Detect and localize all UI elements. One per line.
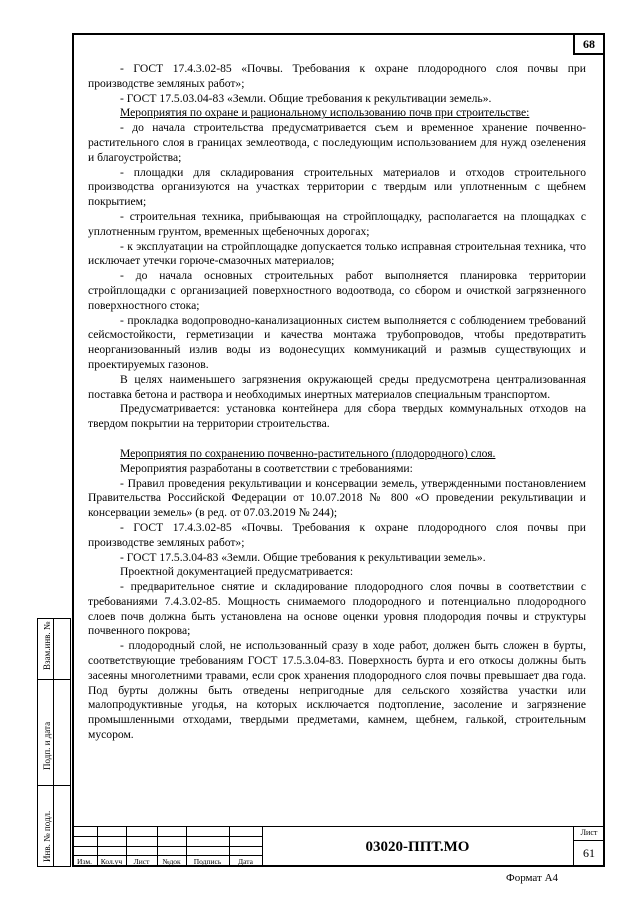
paragraph: - площадки для складирования строительных материалов и отходов строительного производства организуются на участках территории с твердым или уплотненным с щебнем покрытием; — [88, 165, 586, 209]
header-ndok: №док — [162, 857, 181, 866]
paragraph: - ГОСТ 17.4.3.02-85 «Почвы. Требования к охране плодородного слоя почвы при производстве земляных работ»; — [88, 520, 586, 549]
paragraph — [88, 432, 586, 447]
header-izm: Изм. — [77, 857, 92, 866]
margin-stamp: Взам.инв. № Подп. и дата Инв. № подл. — [37, 618, 70, 867]
paragraph: - ГОСТ 17.5.03.04-83 «Земли. Общие требования к рекультивации земель». — [120, 91, 492, 105]
paragraph: - до начала строительства предусматривается съем и временное хранение почвенно-растительного слоя в границах землеотвода, с последующим использованием для нужд озеленения и благоустройства; — [88, 121, 586, 164]
paragraph: Предусматривается: установка контейнера для сбора твердых коммунальных отходов на твердом покрытии на территории строительства. — [88, 402, 586, 431]
paragraph: Мероприятия по сохранению почвенно-растительного (плодородного) слоя. — [120, 446, 496, 460]
page-marker: 68 — [573, 33, 605, 55]
paragraph: В целях наименьшего загрязнения окружающей среды предусмотрена централизованная поставка бетона и раствора и необходимых инертных материалов специальным транспортом. — [88, 372, 586, 401]
paragraph: - к эксплуатации на стройплощадке допускается только исправная строительная техника, что исключает утечки горюче-смазочных материалов; — [88, 239, 586, 268]
paragraph: - предварительное снятие и складирование плодородного слоя почвы в соответствии с требованиями 7.4.3.02-85. Мощность снимаемого плодородного и потенциально плодородного слоев почв должна быть установлена на основе оценки уровня плодородия почвы и структуры почвенного покрова; — [88, 580, 586, 638]
paragraph: - строительная техника, прибывающая на стройплощадку, располагается на площадках с уплотненным грунтом, временных щебеночных дорогах; — [88, 209, 586, 238]
paragraph: - прокладка водопроводно-канализационных систем выполняется с соблюдением требований сейсмостойкости, герметизации и качества монтажа трубопроводов, чтобы предотвратить неорганизованный излив воды из водонесущих коммуникаций и размыв существующих и проектируемых газонов. — [88, 313, 586, 371]
sheet-number: 61 — [583, 846, 595, 860]
header-podpis: Подпись — [193, 857, 222, 866]
header-data: Дата — [238, 857, 253, 866]
title-block — [72, 826, 605, 867]
paragraph: Проектной документацией предусматривается: — [120, 565, 354, 579]
header-kol-uch: Кол.уч — [100, 857, 123, 866]
paragraph: Мероприятия по охране и рациональному использованию почв при строительстве: — [120, 106, 530, 120]
document-body — [88, 62, 586, 743]
sheet-label: Лист — [580, 828, 598, 837]
paragraph: - ГОСТ 17.4.3.02-85 «Почвы. Требования к охране плодородного слоя почвы при производстве земляных работ»; — [88, 62, 586, 90]
paragraph: - ГОСТ 17.5.3.04-83 «Земли. Общие требования к рекультивации земель». — [120, 550, 486, 564]
format-label: Формат А4 — [506, 872, 559, 884]
paragraph: - плодородный слой, не использованный сразу в ходе работ, должен быть сложен в бурты, соответствующие требованиям ГОСТ 17.5.3.04-83. Поверхность бурта и его откосы должны быть засеяны многолетними травами, если срок хранения плодородного слоя почвы превышает два года. Под бурты должны быть отведены непригодные для сельского хозяйства участки или малопродуктивные угодья, на которых исключается подтопление, засоление и загрязнение промышленными отходами, твердыми предметами, камнем, щебнем, галькой, строительным мусором. — [88, 639, 586, 742]
paragraph: - Правил проведения рекультивации и консервации земель, утвержденными постановлением Правительства Российской Федерации от 10.07.2018 № 800 «О проведении рекультивации и консервации земель» (в ред. от 07.03.2019 № 244); — [88, 476, 586, 520]
paragraph: - до начала основных строительных работ выполняется планировка территории стройплощадки с организацией поверхностного водоотвода, со сбором и очисткой загрязненного поверхностного стока; — [88, 269, 586, 312]
paragraph: Мероприятия разработаны в соответствии с требованиями: — [120, 461, 413, 475]
header-list: Лист — [133, 857, 150, 866]
document-code: 03020-ППТ.МО — [365, 839, 470, 855]
